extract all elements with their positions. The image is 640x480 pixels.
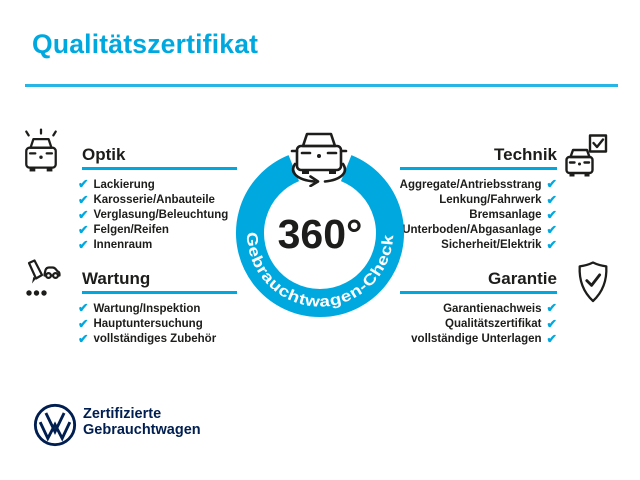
degree-label: 360° bbox=[277, 211, 363, 257]
list-item-label: Hauptuntersuchung bbox=[93, 317, 203, 330]
list-item bbox=[441, 238, 557, 253]
section-underline bbox=[400, 291, 557, 294]
list-item bbox=[78, 301, 216, 316]
garantie-checklist bbox=[411, 301, 557, 347]
ring-label: Gebrauchtwagen-Check bbox=[242, 231, 398, 311]
check-icon: ✔ bbox=[546, 301, 557, 316]
check-icon: ✔ bbox=[546, 177, 557, 192]
list-item-label: Felgen/Reifen bbox=[93, 224, 169, 237]
list-item bbox=[78, 177, 228, 192]
section-title-optik: Optik bbox=[82, 145, 126, 164]
check-icon: ✔ bbox=[546, 207, 557, 222]
list-item bbox=[78, 316, 216, 331]
shield-check-icon bbox=[574, 259, 612, 305]
section-title-technik: Technik bbox=[494, 145, 557, 164]
list-item-label: Lenkung/Fahrwerk bbox=[439, 193, 542, 206]
brand-claim-line1: Zertifizierte bbox=[83, 406, 162, 422]
check-icon: ✔ bbox=[546, 316, 557, 331]
list-item bbox=[78, 192, 228, 207]
wartung-checklist bbox=[78, 301, 216, 347]
section-title-wartung: Wartung bbox=[82, 269, 151, 288]
list-item-label: Qualitätszertifikat bbox=[445, 317, 542, 330]
pen-car-checklist-icon bbox=[21, 257, 63, 301]
check-icon: ✔ bbox=[546, 331, 557, 346]
car-front-rays-icon bbox=[22, 128, 60, 175]
check-icon: ✔ bbox=[546, 192, 557, 207]
list-item bbox=[78, 207, 228, 222]
list-item bbox=[439, 192, 557, 207]
optik-checklist bbox=[78, 177, 228, 253]
check-icon: ✔ bbox=[78, 316, 89, 331]
list-item-label: Garantienachweis bbox=[443, 302, 542, 315]
list-item-label: Wartung/Inspektion bbox=[93, 302, 201, 315]
check-icon: ✔ bbox=[546, 238, 557, 253]
list-item-label: Unterboden/Abgasanlage bbox=[402, 224, 542, 237]
list-item bbox=[400, 177, 557, 192]
page-title: Qualitätszertifikat bbox=[32, 29, 259, 59]
list-item-label: vollständiges Zubehör bbox=[93, 332, 217, 345]
check-icon: ✔ bbox=[78, 301, 89, 316]
car-rotate-360-icon bbox=[285, 124, 353, 187]
check-icon: ✔ bbox=[78, 238, 89, 253]
vw-logo bbox=[32, 402, 78, 448]
check-icon: ✔ bbox=[78, 331, 89, 346]
list-item bbox=[78, 223, 228, 238]
list-item-label: Lackierung bbox=[93, 178, 155, 191]
list-item bbox=[411, 331, 557, 346]
list-item-label: vollständige Unterlagen bbox=[411, 332, 542, 345]
section-underline bbox=[82, 167, 237, 170]
list-item-label: Innenraum bbox=[93, 239, 153, 252]
brand-claim-line2: Gebrauchtwagen bbox=[83, 421, 201, 438]
list-item bbox=[402, 223, 557, 238]
header-rule bbox=[25, 84, 618, 87]
section-underline bbox=[400, 167, 557, 170]
car-checkbox-icon bbox=[562, 134, 610, 178]
list-item-label: Bremsanlage bbox=[469, 208, 542, 221]
list-item bbox=[469, 207, 557, 222]
list-item bbox=[78, 331, 216, 346]
technik-checklist bbox=[400, 177, 557, 253]
list-item bbox=[445, 316, 557, 331]
list-item-label: Verglasung/Beleuchtung bbox=[93, 208, 229, 221]
list-item-label: Karosserie/Anbauteile bbox=[93, 193, 215, 206]
list-item-label: Aggregate/Antriebsstrang bbox=[399, 178, 542, 191]
check-icon: ✔ bbox=[78, 207, 89, 222]
check-icon: ✔ bbox=[78, 192, 89, 207]
list-item bbox=[78, 238, 228, 253]
check-icon: ✔ bbox=[546, 222, 557, 237]
section-title-garantie: Garantie bbox=[488, 269, 557, 288]
list-item-label: Sicherheit/Elektrik bbox=[441, 239, 542, 252]
check-icon: ✔ bbox=[78, 222, 89, 237]
brand-claim bbox=[83, 407, 201, 438]
section-underline bbox=[82, 291, 237, 294]
list-item bbox=[443, 301, 557, 316]
check-icon: ✔ bbox=[78, 177, 89, 192]
